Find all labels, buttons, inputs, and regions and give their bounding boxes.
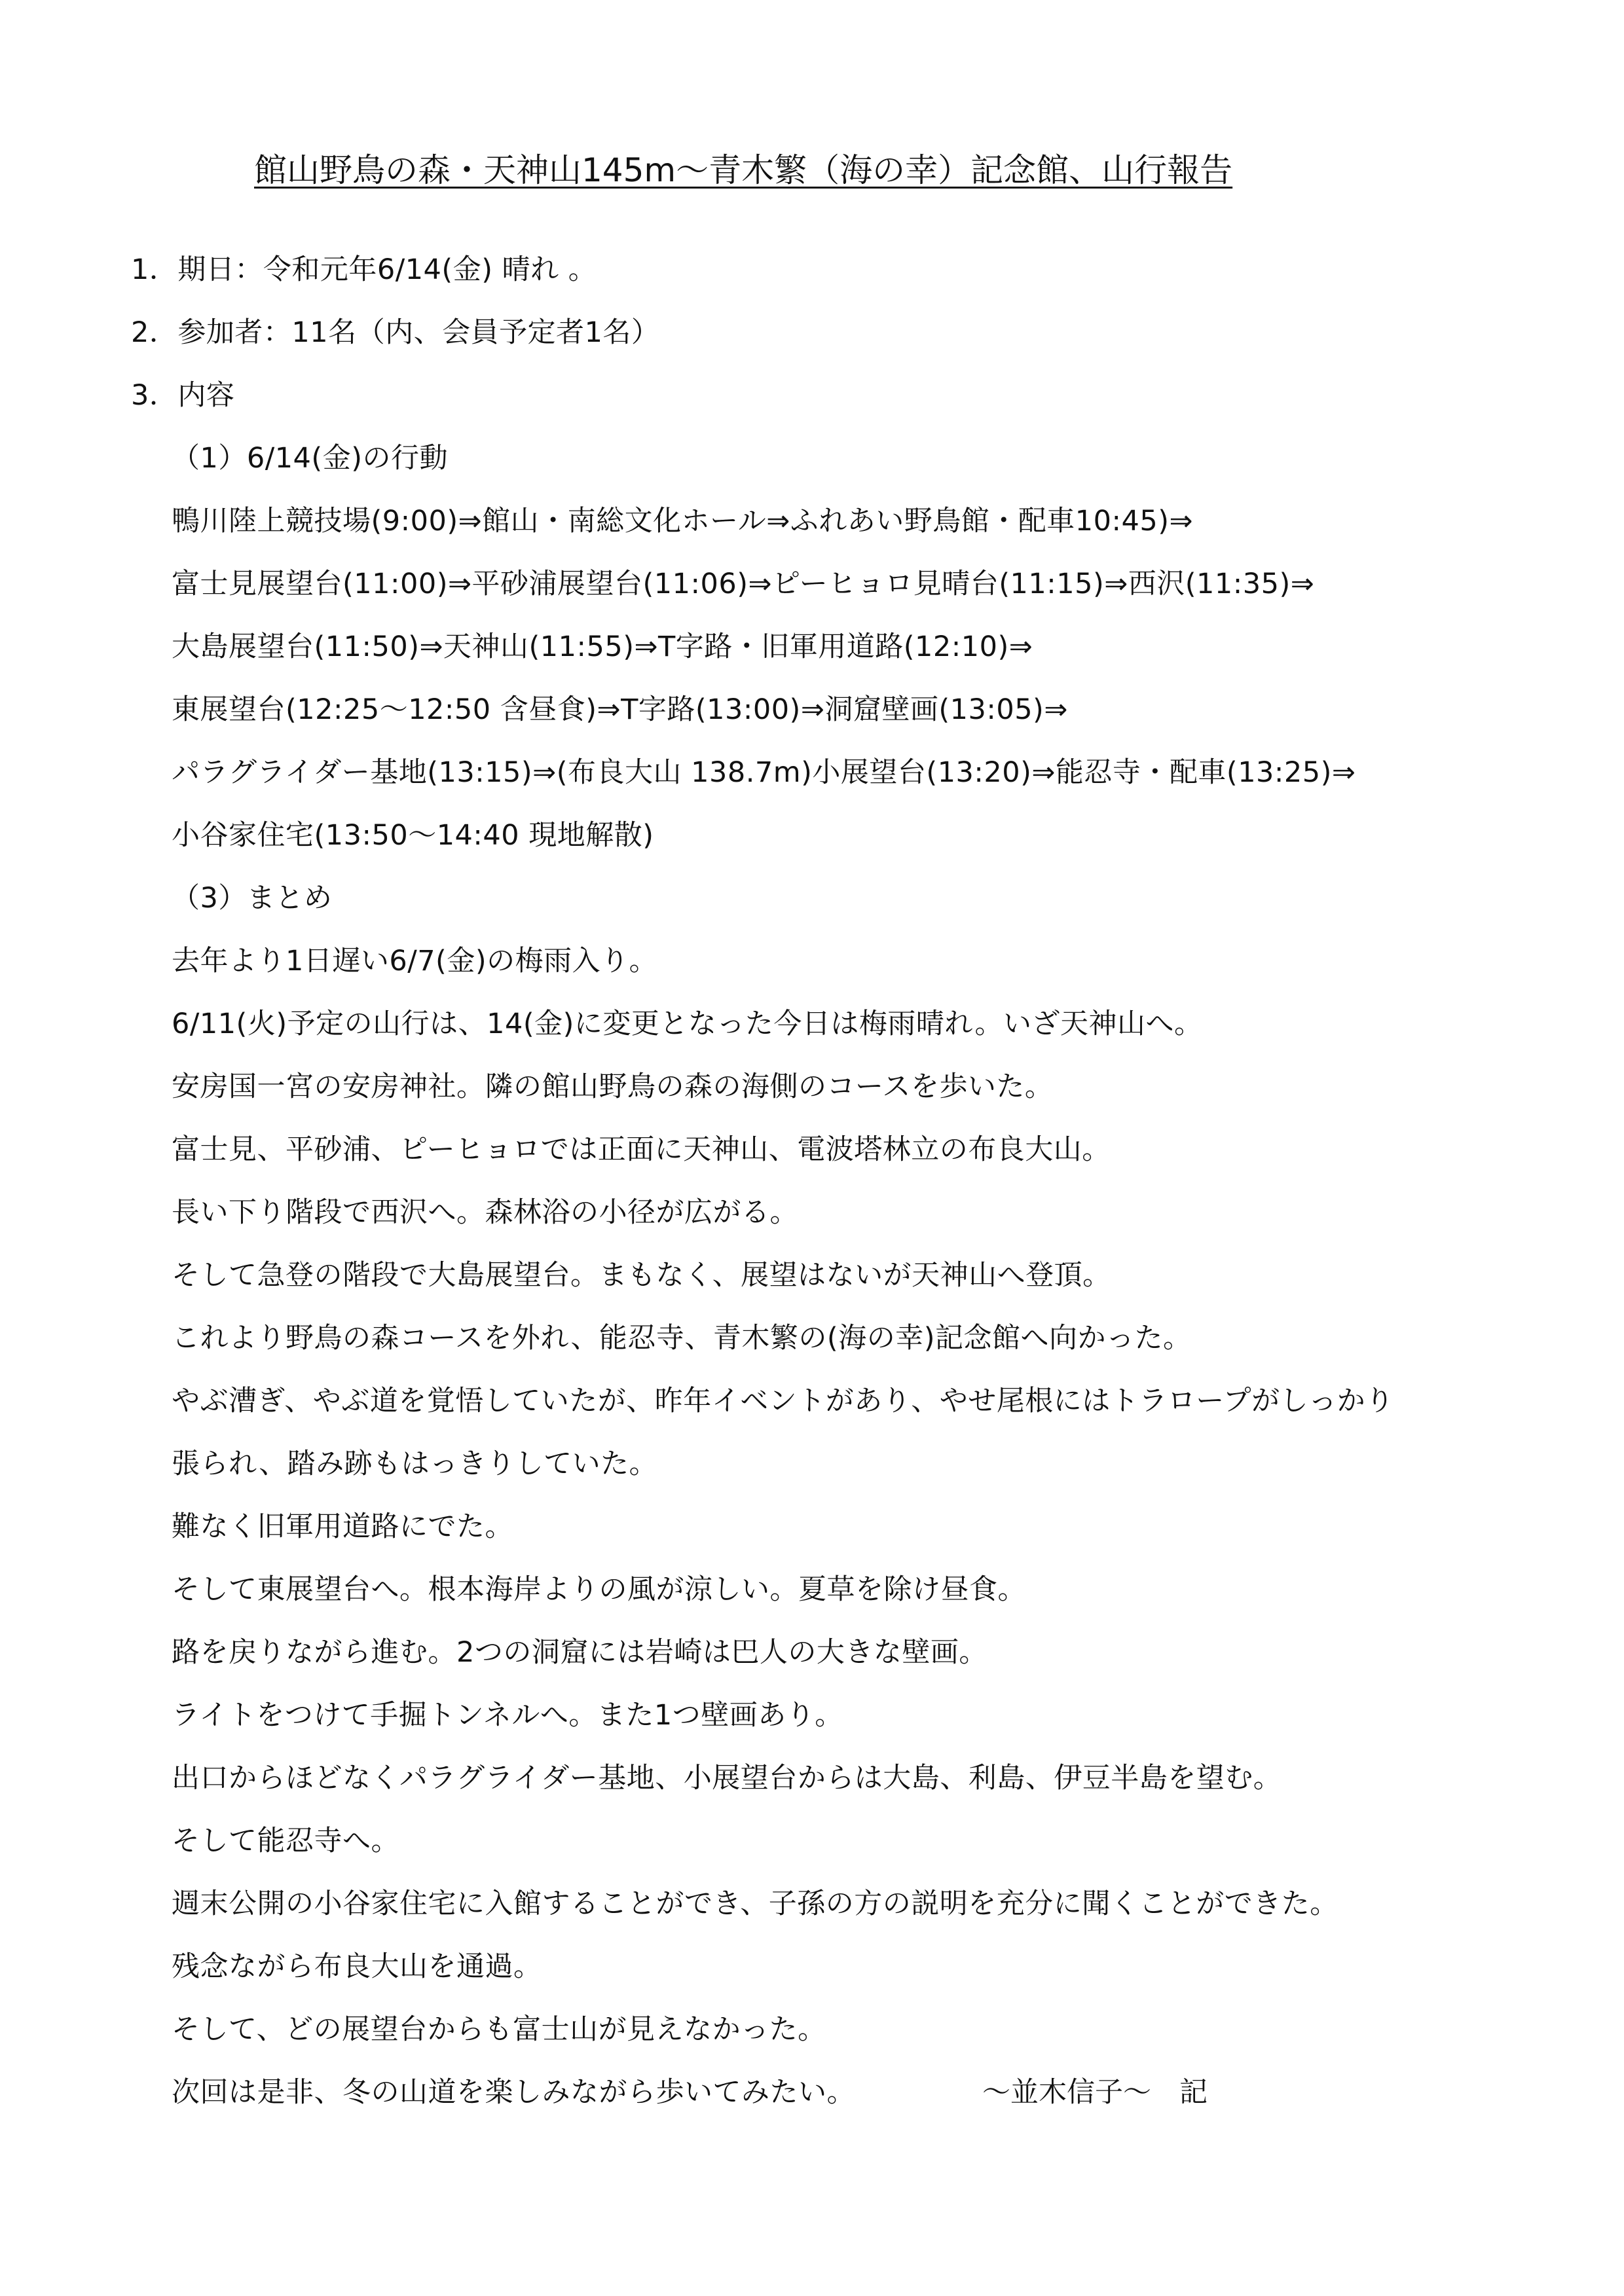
summary-line: そして急登の階段で大島展望台。まもなく、展望はないが天神山へ登頂。: [172, 1259, 1111, 1292]
summary-line: 難なく旧軍用道路にでた。: [172, 1510, 513, 1543]
route-line: 富士見展望台(11:00)⇒平砂浦展望台(11:06)⇒ピーヒョロ見晴台(11:15)⇒西沢(11:35)⇒: [172, 568, 1315, 600]
item-date: 1．期日：令和元年6/14(金) 晴れ 。: [131, 253, 597, 286]
summary-line: 出口からほどなくパラグライダー基地、小展望台からは大島、利島、伊豆半島を望む。: [172, 1762, 1282, 1795]
summary-line: これより野鳥の森コースを外れ、能忍寺、青木繁の(海の幸)記念館へ向かった。: [172, 1322, 1192, 1355]
route-line: 鴨川陸上競技場(9:00)⇒館山・南総文化ホール⇒ふれあい野鳥館・配車10:45)⇒: [172, 505, 1194, 538]
summary-line: 6/11(火)予定の山行は、14(金)に変更となった今日は梅雨晴れ。いざ天神山へ。: [172, 1008, 1203, 1040]
summary-line: 富士見、平砂浦、ピーヒョロでは正面に天神山、電波塔林立の布良大山。: [172, 1133, 1111, 1166]
route-line: パラグライダー基地(13:15)⇒(布良大山 138.7m)小展望台(13:20)⇒能忍寺・配車(13:25)⇒: [172, 756, 1356, 789]
item-participants: 2．参加者：11名（内、会員予定者1名）: [131, 316, 660, 349]
route-line: 小谷家住宅(13:50〜14:40 現地解散): [172, 819, 654, 852]
route-line: 大島展望台(11:50)⇒天神山(11:55)⇒T字路・旧軍用道路(12:10)⇒: [172, 630, 1033, 663]
summary-line: 去年より1日遅い6/7(金)の梅雨入り。: [172, 945, 658, 977]
summary-line: 週末公開の小谷家住宅に入館することができ、子孫の方の説明を充分に聞くことができた。: [172, 1887, 1338, 1920]
route-line: 東展望台(12:25〜12:50 含昼食)⇒T字路(13:00)⇒洞窟壁画(13:05)⇒: [172, 693, 1068, 726]
summary-line: そして東展望台へ。根本海岸よりの風が涼しい。夏草を除け昼食。: [172, 1573, 1026, 1606]
document-title: 館山野鳥の森・天神山145m〜青木繁（海の幸）記念館、山行報告: [254, 151, 1233, 189]
summary-line: 路を戻りながら進む。2つの洞窟には岩崎は巴人の大きな壁画。: [172, 1636, 987, 1669]
summary-line: やぶ漕ぎ、やぶ道を覚悟していたが、昨年イベントがあり、やせ尾根にはトラロープがしっかり: [172, 1385, 1394, 1417]
summary-line: ライトをつけて手掘トンネルへ。また1つ壁画あり。: [172, 1699, 843, 1732]
item-content: 3．内容: [131, 379, 235, 412]
summary-line: そして能忍寺へ。: [172, 1825, 399, 1857]
summary-line: 張られ、踏み跡もはっきりしていた。: [172, 1448, 658, 1480]
summary-line: 次回は是非、冬の山道を楽しみながら歩いてみたい。: [172, 2076, 855, 2109]
section3-heading: （3）まとめ: [172, 882, 333, 915]
author-signature: 〜並木信子〜 記: [982, 2076, 1208, 2109]
summary-line: 安房国一宮の安房神社。隣の館山野鳥の森の海側のコースを歩いた。: [172, 1070, 1054, 1103]
summary-line: 長い下り階段で西沢へ。森林浴の小径が広がる。: [172, 1196, 798, 1229]
summary-line: 残念ながら布良大山を通過。: [172, 1950, 542, 1983]
section1-heading: （1）6/14(金)の行動: [172, 442, 448, 475]
summary-line: そして、どの展望台からも富士山が見えなかった。: [172, 2013, 826, 2046]
